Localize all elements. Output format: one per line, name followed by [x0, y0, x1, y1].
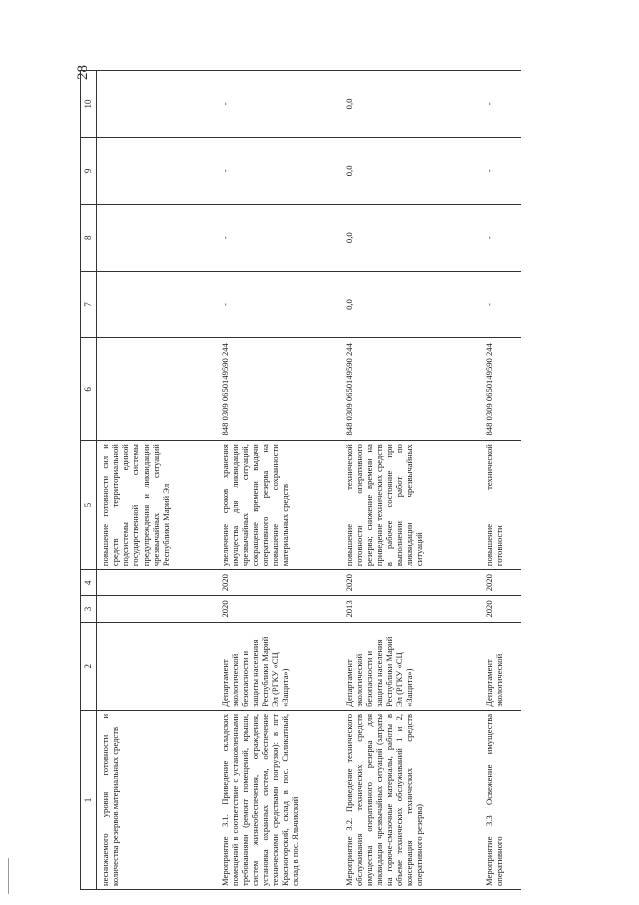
cell-value: -: [481, 204, 521, 271]
cell-end-year: [97, 570, 217, 596]
cell-result: повышение готовности сил и средств территориальной подсистемы единой государственной системы предупреждения и ликвидации чрезвычайных ситуаций Республики Марий Эл: [97, 441, 217, 570]
table-row: [481, 71, 521, 890]
cell-measure: Мероприятие 3.3 Освежение имущества оперативного: [481, 710, 521, 889]
table-row: [217, 71, 341, 890]
column-header: 1: [81, 710, 97, 889]
cell-executor: [97, 622, 217, 710]
cell-end-year: 2020: [341, 570, 481, 596]
column-header: 3: [81, 596, 97, 622]
cell-code: [97, 338, 217, 441]
table-row: [97, 71, 217, 890]
cell-executor: Департамент экологической безопасности и защиты населения Республики Марий Эл (РГКУ «СЦ «Защита»): [341, 622, 481, 710]
cell-value: 0,0: [341, 71, 481, 138]
cell-value: 0,0: [341, 271, 481, 338]
cell-code: 848 0309 0650149590 244: [481, 338, 521, 441]
column-header: 9: [81, 137, 97, 204]
cell-measure: Мероприятие 3.2. Проведение технического обслуживания технических средств имущества оперативного резерва для ликвидации чрезвычайных ситуаций (затраты на горюче-смазочные материалы, работы в объеме технических обслуживаний 1 и 2, консервация технических средств оперативного резерва): [341, 710, 481, 889]
cell-value: -: [481, 137, 521, 204]
cell-code: 848 0309 0650149590 244: [341, 338, 481, 441]
cell-value: -: [481, 71, 521, 138]
cell-value: -: [217, 71, 341, 138]
cell-value: [97, 204, 217, 271]
cell-value: [97, 271, 217, 338]
cell-end-year: 2020: [217, 570, 341, 596]
cell-value: 0,0: [341, 137, 481, 204]
rotated-table-sheet: [80, 70, 560, 890]
cell-start-year: 2020: [217, 596, 341, 622]
table-row: [341, 71, 481, 890]
cell-result: повышение технической готовности: [481, 441, 521, 570]
scan-edge-mark: [8, 858, 9, 894]
cell-value: -: [481, 271, 521, 338]
header-row: [81, 71, 97, 890]
cell-value: 0,0: [341, 204, 481, 271]
cell-executor: Департамент экологической безопасности и защиты населения Республики Марий Эл (РГКУ «СЦ «Защита»): [217, 622, 341, 710]
cell-result: увеличение сроков хранения имущества для ликвидации чрезвычайных ситуаций, сокращение времени выдачи оперативного резерва на повышение сохранности материальных средств: [217, 441, 341, 570]
column-header: 6: [81, 338, 97, 441]
cell-value: [97, 137, 217, 204]
cell-start-year: [97, 596, 217, 622]
page-number: 28: [75, 65, 91, 80]
column-header: 8: [81, 204, 97, 271]
cell-measure: Мероприятие 3.1. Приведение складских помещений в соответствие с установленными требованиями (ремонт помещений, крыши, систем жизнеобеспечения, ограждения, установка охранных систем, обеспечение техническими средствами погрузки): в пгт Красногорский, склад в пос. Силикатный, склад в пос. Яльчикский: [217, 710, 341, 889]
column-header: 7: [81, 271, 97, 338]
cell-executor: Департамент экологической: [481, 622, 521, 710]
measures-table: [80, 70, 521, 890]
column-header: 4: [81, 570, 97, 596]
cell-value: [97, 71, 217, 138]
cell-value: -: [217, 204, 341, 271]
column-header: 5: [81, 441, 97, 570]
cell-value: -: [217, 271, 341, 338]
cell-result: повышение технической готовности оперативного резерва; снижение времени на приведение технических средств в рабочее состояние при выполнении работ по ликвидации чрезвычайных ситуаций: [341, 441, 481, 570]
column-header: 10: [81, 71, 97, 138]
column-header: 2: [81, 622, 97, 710]
cell-value: -: [217, 137, 341, 204]
cell-code: 848 0309 0650149590 244: [217, 338, 341, 441]
cell-start-year: 2013: [341, 596, 481, 622]
cell-measure: неснижаемого уровня готовности и количества резервов материальных средств: [97, 710, 217, 889]
cell-end-year: 2020: [481, 570, 521, 596]
cell-start-year: 2020: [481, 596, 521, 622]
